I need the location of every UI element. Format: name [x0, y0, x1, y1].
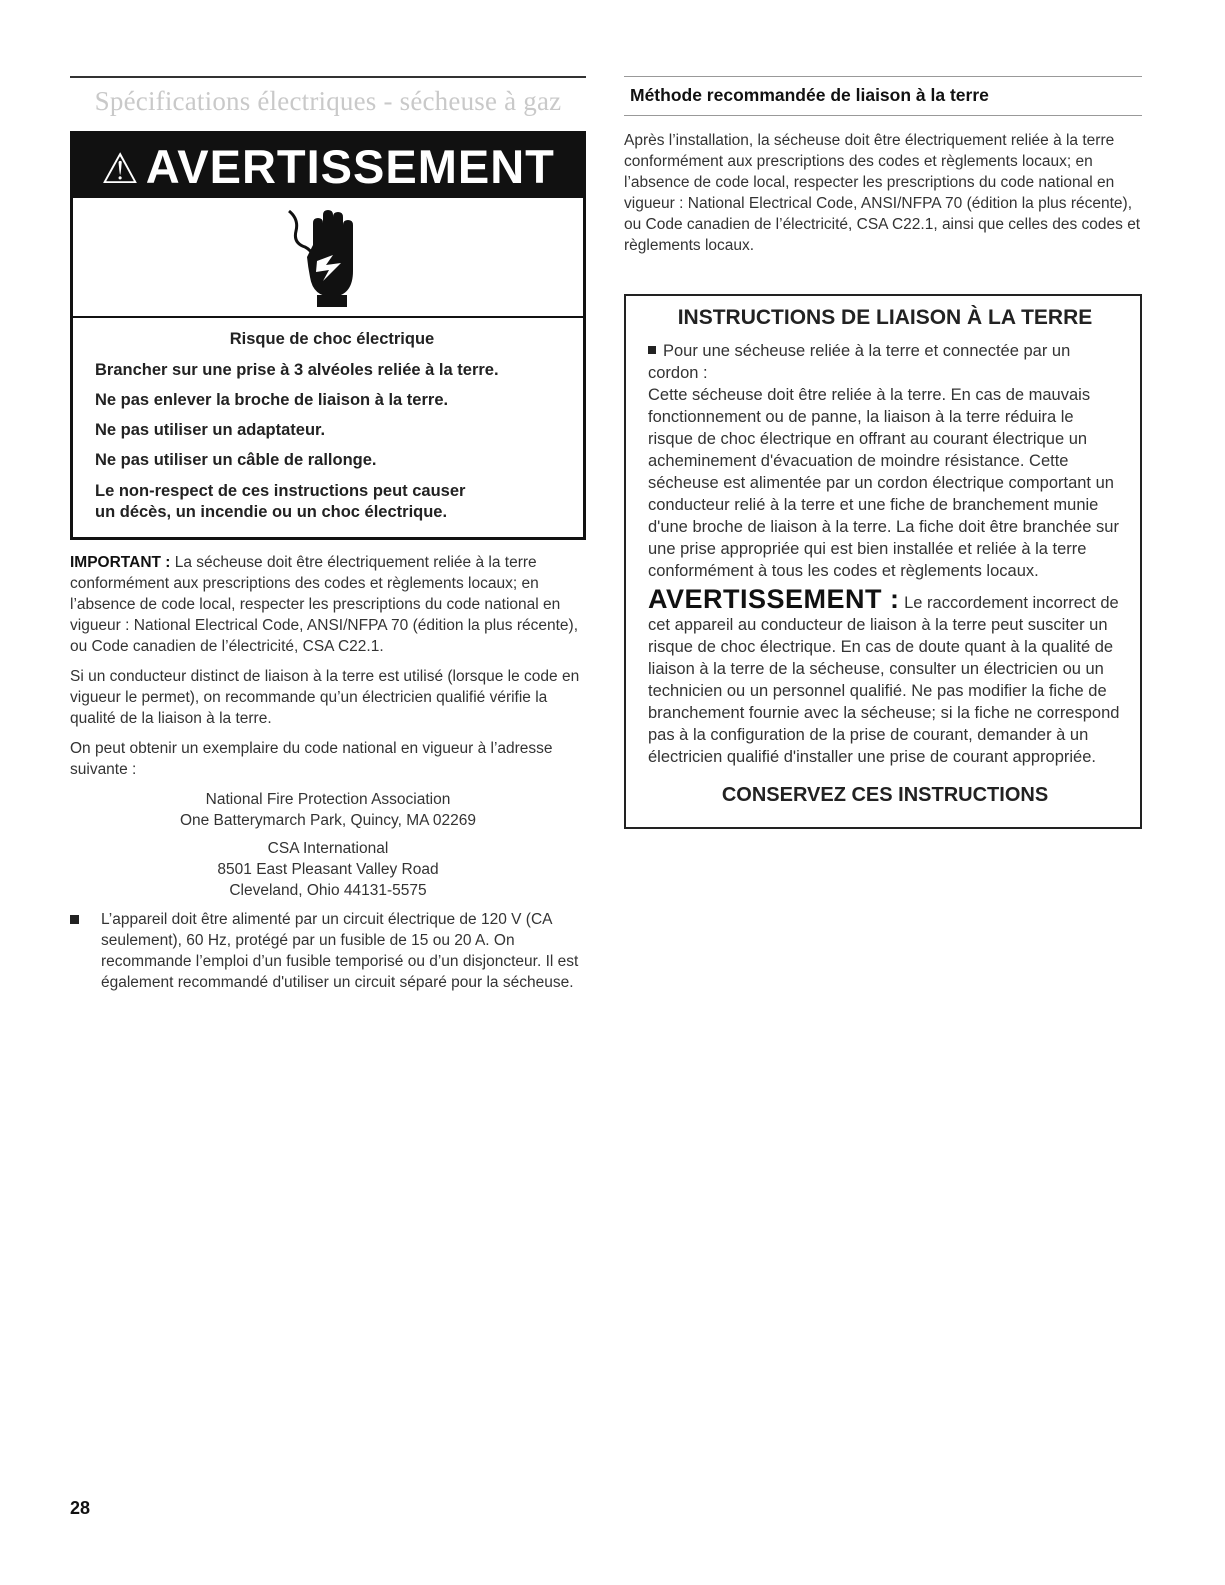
important-text: La sécheuse doit être électriquement reliée à la terre conformément aux prescriptions des codes et règlements locaux; en l’absence de code local, respecter les prescriptions du code national en vigueur : National Electrical Code, ANSI/NFPA 70 (édition la plus récente), ou Code canadien de l’électricité, CSA C22.1. — [70, 554, 579, 655]
important-label: IMPORTANT : — [70, 554, 171, 571]
method-bottom-rule — [624, 115, 1142, 116]
power-bullet-text: L’appareil doit être alimenté par un circuit électrique de 120 V (CA seulement), 60 Hz, protégé par un fusible de 15 ou 20 A. On recommande l’emploi d’un fusible temporisé ou d’un disjoncteur. Il est également recommandé d'utiliser un circuit séparé pour la sécheuse. — [101, 911, 579, 991]
keep-instructions: CONSERVEZ CES INSTRUCTIONS — [721, 784, 1049, 806]
conductor-paragraph: Si un conducteur distinct de liaison à la terre est utilisé (lorsque le code en vigueur le permet), on recommande qu’un électricien qualifié vérifie la qualité de la liaison à la terre. — [70, 668, 580, 727]
warning-risk: Risque de choc électrique — [229, 330, 435, 348]
address-csa — [70, 838, 586, 901]
instructions-bullet-text: Pour une sécheuse reliée à la terre et connectée par un cordon : — [648, 342, 1071, 382]
warning-consequence-line: un décès, un incendie ou un choc électrique. — [95, 503, 448, 521]
address-list — [70, 789, 586, 901]
method-intro: Après l’installation, la sécheuse doit être électriquement reliée à la terre conformément aux prescriptions des codes et règlements locaux; en l’absence de code local, respecter les prescriptions du code national en vigueur : National Electrical Code, ANSI/NFPA 70 (édition la plus récente), ou Code canadien de l’électricité, CSA C22.1, ainsi que celles des codes et règlements locaux. — [624, 132, 1141, 254]
method-top-rule — [624, 76, 1142, 77]
section-top-rule — [70, 76, 586, 78]
instructions-title: INSTRUCTIONS DE LIAISON À LA TERRE — [677, 306, 1093, 329]
method-title: Méthode recommandée de liaison à la terre — [630, 85, 989, 105]
left-column — [70, 76, 586, 993]
code-paragraph: On peut obtenir un exemplaire du code national en vigueur à l’adresse suivante : — [70, 740, 553, 778]
address-line: 8501 East Pleasant Valley Road — [217, 861, 439, 878]
electric-shock-hand-icon — [283, 205, 373, 309]
warning-triangle-icon: ⚠ — [101, 145, 140, 192]
warning-line: Ne pas enlever la broche de liaison à la terre. — [95, 391, 449, 409]
important-paragraph — [70, 552, 586, 657]
grounding-instructions-box — [624, 294, 1142, 829]
left-body — [70, 552, 586, 780]
instructions-warning-text: Le raccordement incorrect de cet appareil au conducteur de liaison à la terre peut susciter un risque de choc électrique. En cas de doute quant à la qualité de liaison à la terre de la sécheuse, consulter un électricien ou un technicien ou un personnel qualifié. Ne pas modifier la fiche de branchement fournie avec la sécheuse; si la fiche ne correspond pas à la configuration de la prise de courant, demander à un électricien qualifié d'installer une prise de courant appropriée. — [648, 594, 1120, 766]
right-column — [624, 76, 1142, 829]
warning-consequence — [95, 481, 569, 523]
warning-consequence-line: Le non-respect de ces instructions peut causer — [95, 482, 466, 500]
instructions-text — [648, 340, 1122, 768]
bullet-square-icon — [648, 346, 656, 354]
warning-box — [70, 131, 586, 540]
warning-header — [73, 134, 583, 198]
instructions-warning-word: AVERTISSEMENT : — [648, 584, 900, 614]
warning-icon-area — [73, 198, 583, 316]
warning-line: Brancher sur une prise à 3 alvéoles reliée à la terre. — [95, 361, 499, 379]
bullet-square-icon — [70, 909, 101, 993]
instructions-bullet — [648, 340, 1122, 384]
page-number: 28 — [70, 1498, 91, 1518]
address-line: Cleveland, Ohio 44131-5575 — [229, 882, 427, 899]
section-title: Spécifications électriques - sécheuse à gaz — [94, 86, 562, 116]
warning-line: Ne pas utiliser un câble de rallonge. — [95, 451, 377, 469]
address-nfpa — [70, 789, 586, 831]
warning-header-word: AVERTISSEMENT — [145, 140, 555, 193]
instructions-warning — [648, 584, 1122, 768]
instructions-paragraph: Cette sécheuse doit être reliée à la terre. En cas de mauvais fonctionnement ou de panne, la liaison à la terre réduira le risque de choc électrique en offrant au courant électrique un acheminement d'évacuation de moindre résistance. Cette sécheuse est alimentée par un cordon électrique comportant un conducteur relié à la terre et une fiche de branchement munie d'une broche de liaison à la terre. La fiche doit être branchée sur une prise appropriée qui est bien installée et reliée à la terre conformément à tous les codes et règlements locaux. — [648, 386, 1119, 580]
warning-body — [73, 318, 583, 537]
power-bullet — [70, 909, 586, 993]
warning-line: Ne pas utiliser un adaptateur. — [95, 421, 326, 439]
address-line: National Fire Protection Association — [205, 791, 451, 808]
address-line: CSA International — [267, 840, 389, 857]
address-line: One Batterymarch Park, Quincy, MA 02269 — [179, 812, 477, 829]
